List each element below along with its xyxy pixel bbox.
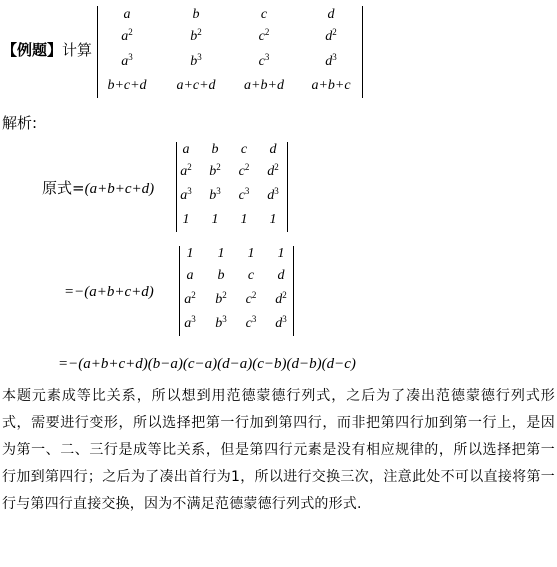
problem-cell-r1-c2: b bbox=[192, 7, 200, 22]
problem-cell-r2-c3: $c^2$ bbox=[258, 27, 270, 44]
step2-cell-r2-c2: b bbox=[217, 268, 225, 283]
step1-cell-r4-c1: 1 bbox=[182, 212, 190, 227]
step1-cell-r3-c1: $a^3$ bbox=[180, 186, 192, 203]
example-tag: 【例题】 bbox=[2, 41, 63, 59]
problem-cell-r2-c4: $d^2$ bbox=[325, 27, 337, 44]
step2-cell-r3-c3: $c^2$ bbox=[245, 290, 257, 307]
problem-verb: 计算 bbox=[62, 41, 93, 59]
step2-cell-r4-c3: $c^3$ bbox=[245, 314, 257, 331]
problem-cell-r4-c3: a+b+d bbox=[244, 78, 284, 93]
step1-prefix: 原式= bbox=[42, 179, 85, 197]
explanation-paragraph: 本题元素成等比关系，所以想到用范德蒙德行列式，之后为了凑出范德蒙德行列式形式，需要进行变形，所以选择把第一行加到第四行，而非把第四行加到第一行上，是因为第一、二、三行是成等比关系，但是第四行元素是没有相应规律的，所以选择把第一行加到第四行；之后为了凑出首行为1，所以进行交换三次，注意此处不可以直接将第一行与第四行直接交换，因为不满足范德蒙德行列式的形式. bbox=[2, 388, 555, 512]
step2-determinant bbox=[179, 246, 294, 336]
analysis-label: 解析: bbox=[2, 114, 38, 132]
step2-cell-r1-c1: 1 bbox=[186, 246, 194, 261]
problem-cell-r4-c1: b+c+d bbox=[107, 78, 147, 93]
step2-cell-r4-c1: $a^3$ bbox=[184, 314, 196, 331]
step1-cell-r1-c4: d bbox=[269, 142, 277, 157]
step1-cell-r2-c3: $c^2$ bbox=[238, 162, 250, 179]
problem-cell-r3-c2: $b^3$ bbox=[190, 52, 202, 69]
problem-cell-r2-c1: $a^2$ bbox=[121, 27, 133, 44]
step1-cell-r2-c1: $a^2$ bbox=[180, 162, 192, 179]
step1-cell-r3-c4: $d^3$ bbox=[267, 186, 279, 203]
step2-cell-r1-c3: 1 bbox=[247, 246, 255, 261]
problem-cell-r4-c2: a+c+d bbox=[176, 78, 216, 93]
step2-factor: =−(a+b+c+d) bbox=[64, 284, 154, 300]
problem-cell-r4-c4: a+b+c bbox=[311, 78, 351, 93]
step1-cell-r2-c2: $b^2$ bbox=[209, 162, 221, 179]
step1-cell-r1-c3: c bbox=[240, 142, 248, 157]
problem-cell-r3-c1: $a^3$ bbox=[121, 52, 133, 69]
step1-cell-r2-c4: $d^2$ bbox=[267, 162, 279, 179]
step1-cell-r3-c2: $b^3$ bbox=[209, 186, 221, 203]
step1-cell-r4-c2: 1 bbox=[211, 212, 219, 227]
step1-factor: (a+b+c+d) bbox=[84, 181, 155, 197]
step1-cell-r1-c1: a bbox=[182, 142, 190, 157]
problem-cell-r2-c2: $b^2$ bbox=[190, 27, 202, 44]
step2-cell-r2-c1: a bbox=[186, 268, 194, 283]
problem-label bbox=[2, 41, 92, 59]
step2-cell-r2-c3: c bbox=[247, 268, 255, 283]
problem-cell-r1-c4: d bbox=[327, 7, 335, 22]
step2-cell-r1-c4: 1 bbox=[277, 246, 285, 261]
step2-cell-r1-c2: 1 bbox=[217, 246, 225, 261]
step1-cell-r3-c3: $c^3$ bbox=[238, 186, 250, 203]
step1-cell-r1-c2: b bbox=[211, 142, 219, 157]
step1-determinant bbox=[176, 142, 288, 232]
step1-cell-r4-c4: 1 bbox=[269, 212, 277, 227]
problem-cell-r1-c1: a bbox=[123, 7, 131, 22]
step2-cell-r3-c1: $a^2$ bbox=[184, 290, 196, 307]
step1-expression bbox=[42, 178, 154, 198]
step2-cell-r3-c4: $d^2$ bbox=[275, 290, 287, 307]
step1-cell-r4-c3: 1 bbox=[240, 212, 248, 227]
problem-cell-r1-c3: c bbox=[260, 7, 268, 22]
step2-cell-r3-c2: $b^2$ bbox=[215, 290, 227, 307]
problem-determinant bbox=[97, 6, 363, 98]
step3-result: =−(a+b+c+d)(b−a)(c−a)(d−a)(c−b)(d−b)(d−c) bbox=[58, 356, 356, 372]
step2-cell-r4-c2: $b^3$ bbox=[215, 314, 227, 331]
problem-cell-r3-c4: $d^3$ bbox=[325, 52, 337, 69]
problem-cell-r3-c3: $c^3$ bbox=[258, 52, 270, 69]
step2-cell-r4-c4: $d^3$ bbox=[275, 314, 287, 331]
step2-cell-r2-c4: d bbox=[277, 268, 285, 283]
